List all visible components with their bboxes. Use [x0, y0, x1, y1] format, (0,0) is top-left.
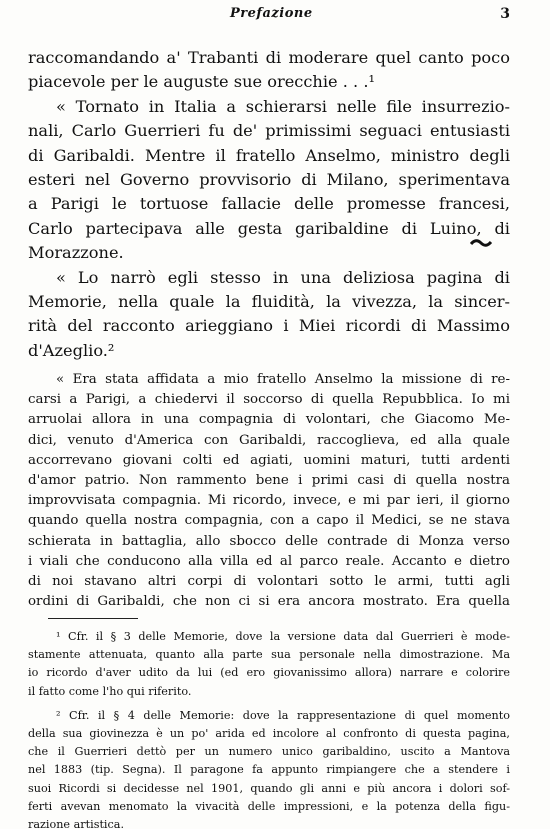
quote-line: « Era stata affidata a mio fratello Anselmo la missione di re- — [56, 372, 510, 387]
text-line: a Parigi le tortuose fallacie delle promesse francesi, — [28, 194, 510, 214]
footnote-2 — [28, 707, 510, 834]
quote-line: dici, venuto d'America con Garibaldi, raccoglieva, ed alla quale — [28, 432, 510, 448]
footnote-1 — [28, 628, 510, 701]
footnote-line: ferti avevan menomato la vivacità delle impressioni, e la potenza della figu- — [28, 799, 510, 813]
ink-mark-icon — [470, 236, 492, 248]
quote-line: accorrevano giovani colti ed agiati, uomini maturi, tutti ardenti — [28, 452, 510, 468]
running-title: Prefazione — [230, 6, 313, 21]
text-line: nali, Carlo Guerrieri fu de' primissimi seguaci entusiasti — [28, 121, 510, 141]
quote-line: i viali che conducono alla villa ed al parco reale. Accanto e dietro — [28, 553, 510, 569]
text-line: piacevole per le auguste sue orecchie . . .¹ — [28, 72, 375, 92]
footnote-divider — [48, 618, 138, 619]
footnote-line: della sua giovinezza è un po' arida ed incolore al confronto di questa pagina, — [28, 727, 510, 741]
running-head — [0, 6, 550, 24]
page-number: 3 — [500, 6, 510, 22]
quote-line: arruolai allora in una compagnia di volontari, che Giacomo Me- — [28, 412, 510, 428]
paragraph-3 — [28, 266, 510, 364]
footnote-line: ² Cfr. il § 4 delle Memorie: dove la rappresentazione di quel momento — [56, 708, 510, 722]
text-line: « Tornato in Italia a schierarsi nelle file insurrezio- — [56, 96, 510, 116]
footnote-line: io ricordo d'aver udito da lui (ed ero giovanissimo allora) narrare e colorire — [28, 666, 510, 680]
quote-line: d'amor patrio. Non rammento bene i primi casi di quella nostra — [28, 473, 510, 489]
text-line: Morazzone. — [28, 243, 124, 263]
quote-line: schierata in battaglia, allo sbocco delle contrade di Monza verso — [28, 533, 510, 549]
footnotes — [28, 628, 510, 834]
main-text — [28, 46, 510, 363]
text-line: di Garibaldi. Mentre il fratello Anselmo, ministro degli — [28, 145, 510, 165]
text-line: Carlo partecipava alle gesta garibaldine di Luino, di — [28, 218, 510, 238]
text-line: Memorie, nella quale la fluidità, la vivezza, la sincer- — [28, 292, 510, 312]
text-line: raccomandando a' Trabanti di moderare quel canto poco — [28, 48, 510, 67]
text-line: « Lo narrò egli stesso in una deliziosa pagina di — [56, 267, 510, 287]
footnote-line: che il Guerrieri dettò per un numero unico garibaldino, uscito a Mantova — [28, 745, 510, 759]
footnote-line: il fatto come l'ho qui riferito. — [28, 684, 192, 698]
text-line: d'Azeglio.² — [28, 340, 115, 360]
footnote-line: razione artistica. — [28, 818, 125, 832]
paragraph-1 — [28, 46, 510, 95]
quote-line: ordini di Garibaldi, che non ci si era ancora mostrato. Era quella — [28, 594, 510, 610]
footnote-line: stamente attenuata, quanto alla parte sua personale nella dimostrazione. Ma — [28, 648, 510, 662]
text-line: esteri nel Governo provvisorio di Milano, sperimentava — [28, 170, 510, 190]
memoir-quotation — [28, 370, 510, 612]
quote-line: carsi a Parigi, a chiedervi il soccorso di quella Repubblica. Io mi — [28, 392, 510, 408]
quote-line: improvvisata compagnia. Mi ricordo, invece, e mi par ieri, il giorno — [28, 493, 510, 509]
footnote-line: ¹ Cfr. il § 3 delle Memorie, dove la versione data dal Guerrieri è mode- — [56, 630, 510, 643]
paragraph-2 — [28, 95, 510, 266]
quote-line: quando quella nostra compagnia, con a capo il Medici, se ne stava — [28, 513, 510, 529]
quote-line: di noi stavano altri corpi di volontari sotto le armi, tutti agli — [28, 574, 510, 590]
footnote-line: nel 1883 (tip. Segna). Il paragone fa appunto rimpiangere che a stendere i — [28, 763, 510, 777]
footnote-line: suoi Ricordi si decidesse nel 1901, quando gli anni e più ancora i dolori sof- — [28, 781, 510, 795]
text-line: rità del racconto arieggiano i Miei ricordi di Massimo — [28, 316, 510, 336]
